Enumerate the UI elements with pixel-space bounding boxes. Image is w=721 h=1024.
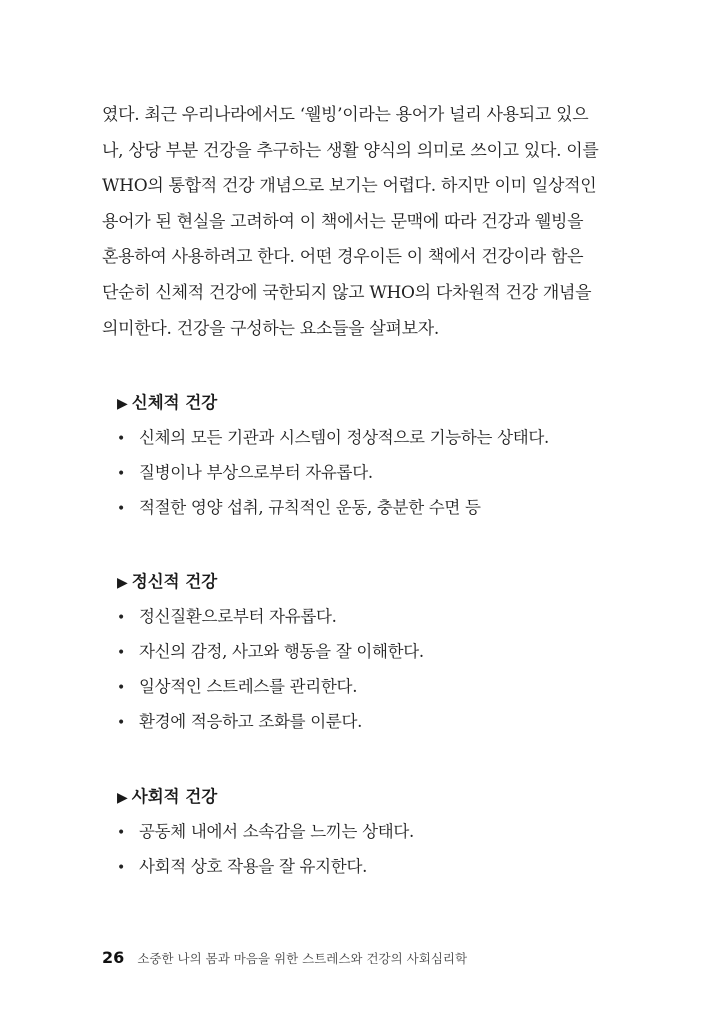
list-item-text: 일상적인 스트레스를 관리한다. bbox=[139, 677, 358, 696]
bullet-icon: • bbox=[117, 860, 125, 876]
body-line: 였다. 최근 우리나라에서도 ‘웰빙’이라는 용어가 널리 사용되고 있으 bbox=[102, 105, 589, 125]
section-heading bbox=[117, 780, 617, 814]
triangle-marker-icon: ▶ bbox=[117, 575, 128, 591]
body-line: 용어가 된 현실을 고려하여 이 책에서는 문맥에 따라 건강과 웰빙을 bbox=[102, 211, 584, 232]
list-item-text: 공동체 내에서 소속감을 느끼는 상태다. bbox=[139, 822, 414, 841]
list-item bbox=[117, 455, 617, 490]
bullet-icon: • bbox=[117, 501, 125, 517]
list-item bbox=[117, 490, 617, 525]
section-heading-text: 사회적 건강 bbox=[131, 787, 218, 806]
body-paragraph bbox=[102, 98, 607, 347]
section-heading bbox=[117, 565, 617, 599]
list-item-text: 질병이나 부상으로부터 자유롭다. bbox=[139, 463, 373, 482]
section-mental-health bbox=[117, 565, 617, 739]
bullet-icon: • bbox=[117, 466, 125, 482]
list-item bbox=[117, 814, 617, 849]
page-number: 26 bbox=[102, 948, 125, 967]
bullet-icon: • bbox=[117, 431, 125, 447]
list-item bbox=[117, 599, 617, 634]
list-item-text: 사회적 상호 작용을 잘 유지한다. bbox=[139, 857, 368, 876]
triangle-marker-icon: ▶ bbox=[117, 396, 128, 412]
body-line: 의미한다. 건강을 구성하는 요소들을 살펴보자. bbox=[102, 318, 439, 339]
bullet-icon: • bbox=[117, 825, 125, 841]
list-item-text: 자신의 감정, 사고와 행동을 잘 이해한다. bbox=[139, 642, 424, 661]
list-item-text: 적절한 영양 섭취, 규칙적인 운동, 충분한 수면 등 bbox=[139, 498, 481, 517]
list-item-text: 환경에 적응하고 조화를 이룬다. bbox=[139, 712, 363, 731]
section-heading-text: 정신적 건강 bbox=[131, 572, 218, 591]
section-heading-text: 신체적 건강 bbox=[131, 393, 218, 412]
body-line: WHO의 통합적 건강 개념으로 보기는 어렵다. 하지만 이미 일상적인 bbox=[102, 176, 597, 197]
list-item bbox=[117, 634, 617, 669]
list-item bbox=[117, 704, 617, 739]
list-item bbox=[117, 420, 617, 455]
section-heading bbox=[117, 386, 617, 420]
list-item-text: 신체의 모든 기관과 시스템이 정상적으로 기능하는 상태다. bbox=[139, 428, 549, 447]
body-line: 혼용하여 사용하려고 한다. 어떤 경우이든 이 책에서 건강이라 함은 bbox=[102, 247, 584, 268]
bullet-icon: • bbox=[117, 715, 125, 731]
body-line: 나, 상당 부분 건강을 추구하는 생활 양식의 의미로 쓰이고 있다. 이를 bbox=[102, 140, 599, 161]
section-social-health bbox=[117, 780, 617, 884]
bullet-icon: • bbox=[117, 610, 125, 626]
running-title: 소중한 나의 몸과 마음을 위한 스트레스와 건강의 사회심리학 bbox=[137, 951, 468, 966]
page-footer bbox=[102, 945, 467, 971]
bullet-icon: • bbox=[117, 680, 125, 696]
bullet-icon: • bbox=[117, 645, 125, 661]
triangle-marker-icon: ▶ bbox=[117, 790, 128, 806]
list-item bbox=[117, 849, 617, 884]
list-item bbox=[117, 669, 617, 704]
body-line: 단순히 신체적 건강에 국한되지 않고 WHO의 다차원적 건강 개념을 bbox=[102, 282, 592, 303]
section-physical-health bbox=[117, 386, 617, 525]
list-item-text: 정신질환으로부터 자유롭다. bbox=[139, 607, 337, 626]
